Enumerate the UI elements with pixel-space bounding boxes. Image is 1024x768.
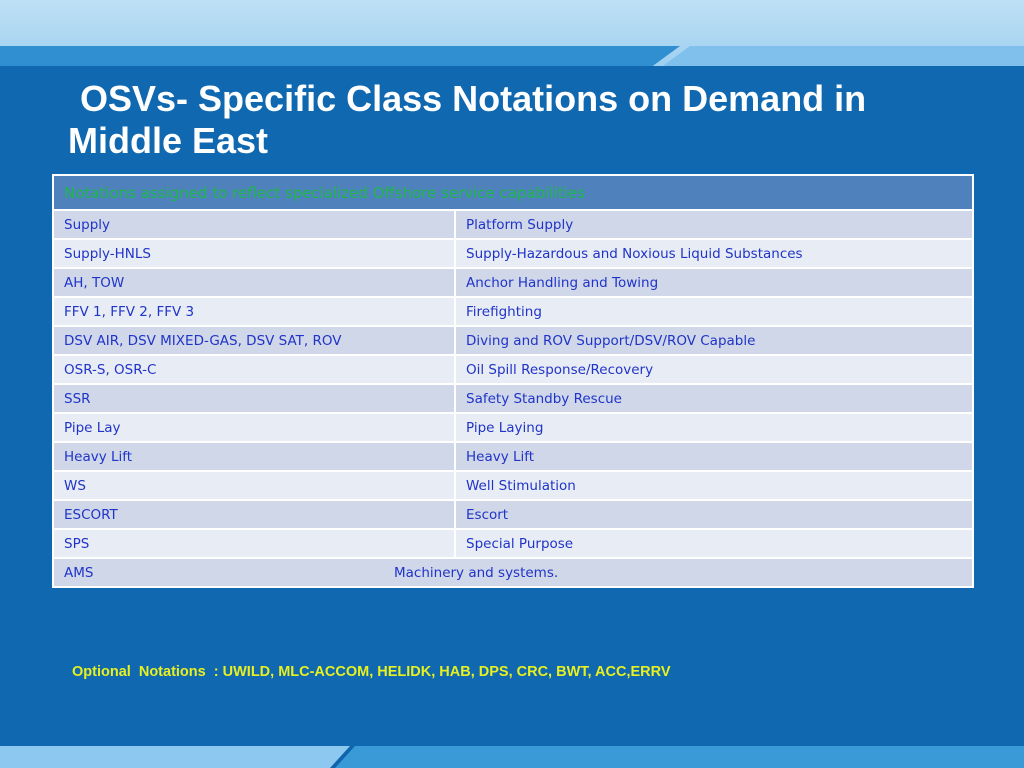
notation-cell: WS (53, 471, 455, 500)
notation-cell: AH, TOW (53, 268, 455, 297)
description-cell: Escort (455, 500, 973, 529)
table-row (53, 268, 973, 297)
table-row (53, 471, 973, 500)
table-row (53, 355, 973, 384)
notation-cell: Supply-HNLS (53, 239, 455, 268)
description-cell: Oil Spill Response/Recovery (455, 355, 973, 384)
notation-cell: FFV 1, FFV 2, FFV 3 (53, 297, 455, 326)
table-header: Notations assigned to reflect specialized Offshore service capabilities (53, 175, 973, 210)
table-row (53, 500, 973, 529)
table-row (53, 529, 973, 558)
table-row (53, 210, 973, 239)
bottom-decor-band (0, 746, 1024, 768)
description-cell: Platform Supply (455, 210, 973, 239)
slide-title-line2: Middle East (68, 120, 269, 161)
notation-cell: Supply (53, 210, 455, 239)
description-cell: Anchor Handling and Towing (455, 268, 973, 297)
top-decor-stripe (0, 46, 1024, 68)
notation-cell: Heavy Lift (53, 442, 455, 471)
notation-cell: SSR (53, 384, 455, 413)
notation-cell: AMS (64, 564, 94, 581)
description-cell: Machinery and systems. (394, 564, 559, 581)
notation-cell: DSV AIR, DSV MIXED-GAS, DSV SAT, ROV (53, 326, 455, 355)
slide-title-line1: OSVs- Specific Class Notations on Demand in (80, 78, 867, 119)
table-row (53, 297, 973, 326)
table-row (53, 326, 973, 355)
table-row (53, 239, 973, 268)
description-cell: Firefighting (455, 297, 973, 326)
notation-cell: ESCORT (53, 500, 455, 529)
description-cell: Supply-Hazardous and Noxious Liquid Substances (455, 239, 973, 268)
description-cell: Safety Standby Rescue (455, 384, 973, 413)
table-header-row (53, 175, 973, 210)
optional-notations: Optional Notations : UWILD, MLC-ACCOM, HELIDK, HAB, DPS, CRC, BWT, ACC,ERRV (72, 664, 671, 680)
notation-cell: SPS (53, 529, 455, 558)
description-cell: Pipe Laying (455, 413, 973, 442)
notations-table (52, 174, 974, 588)
table-row (53, 442, 973, 471)
table-row (53, 413, 973, 442)
description-cell: Well Stimulation (455, 471, 973, 500)
merged-cell (53, 558, 973, 587)
description-cell: Special Purpose (455, 529, 973, 558)
description-cell: Diving and ROV Support/DSV/ROV Capable (455, 326, 973, 355)
table-row (53, 558, 973, 587)
notation-cell: OSR-S, OSR-C (53, 355, 455, 384)
table-row (53, 384, 973, 413)
description-cell: Heavy Lift (455, 442, 973, 471)
notation-cell: Pipe Lay (53, 413, 455, 442)
slide-title (68, 78, 968, 162)
